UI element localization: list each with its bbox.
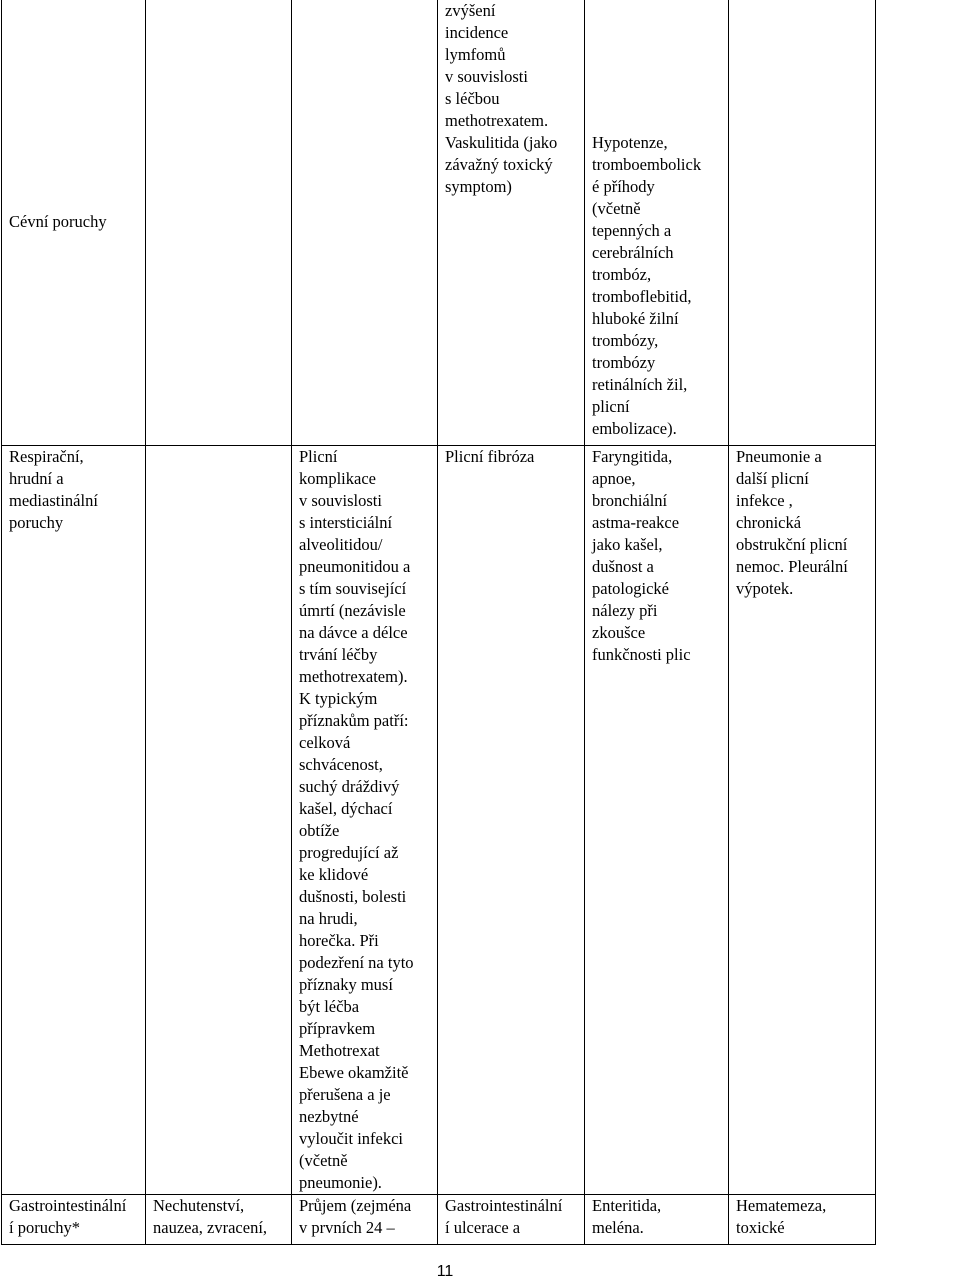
rare-text: Hypotenze, tromboembolick é příhody (včetně tepenných a cerebrálních trombóz, tromboflebitid, hluboké žilní trombózy, trombózy retinálních žil, plicní embolizace). bbox=[592, 133, 702, 438]
uncommon-text: Plicní fibróza bbox=[445, 446, 535, 466]
common-cell bbox=[292, 0, 438, 445]
adverse-effects-table bbox=[1, 0, 876, 1245]
very-rare-cell bbox=[729, 1194, 876, 1244]
uncommon-text: Gastrointestinální í ulcerace a bbox=[445, 1195, 563, 1237]
category-cell bbox=[2, 445, 146, 1194]
category-cell bbox=[2, 1194, 146, 1244]
very-rare-text: Pneumonie a další plicní infekce , chronická obstrukční plicní nemoc. Pleurální výpotek. bbox=[736, 446, 848, 598]
very-rare-cell bbox=[729, 0, 876, 445]
very-common-text: Nechutenství, nauzea, zvracení, bbox=[153, 1195, 268, 1237]
rare-text: Enteritida, meléna. bbox=[592, 1195, 662, 1237]
common-text: Plicní komplikace v souvislosti s intersticiální alveolitidou/ pneumonitidou a s tím související úmrtí (nezávisle na dávce a délce trvání léčby methotrexatem). K typickým příznakům patří: celková schvácenost, suchý dráždivý kašel, dýchací obtíže progredující až ke klidové dušnosti, bolesti na hrudi, horečka. Při podezření na tyto příznaky musí být léčba přípravkem Methotrexat Ebewe okamžitě přerušena a je nezbytné vyloučit infekci (včetně pneumonie). bbox=[299, 446, 414, 1192]
category-label: Gastrointestinální í poruchy* bbox=[9, 1195, 127, 1237]
rare-cell bbox=[585, 0, 729, 445]
uncommon-cell bbox=[438, 0, 585, 445]
table-row bbox=[2, 0, 876, 445]
rare-text: Faryngitida, apnoe, bronchiální astma-reakce jako kašel, dušnost a patologické nálezy při zkoušce funkčnosti plic bbox=[592, 446, 691, 664]
very-common-cell bbox=[146, 0, 292, 445]
table-row bbox=[2, 1194, 876, 1244]
rare-cell bbox=[585, 445, 729, 1194]
table-row bbox=[2, 445, 876, 1194]
common-text: Průjem (zejména v prvních 24 – bbox=[299, 1195, 412, 1237]
very-rare-text: Hematemeza, toxické bbox=[736, 1195, 827, 1237]
category-label: Respirační, hrudní a mediastinální poruchy bbox=[9, 446, 98, 532]
very-rare-cell bbox=[729, 445, 876, 1194]
common-cell bbox=[292, 445, 438, 1194]
page-number: 11 bbox=[436, 1263, 454, 1280]
rare-cell bbox=[585, 1194, 729, 1244]
very-common-cell bbox=[146, 445, 292, 1194]
category-label: Cévní poruchy bbox=[9, 212, 107, 232]
category-cell bbox=[2, 0, 146, 445]
uncommon-cell bbox=[438, 1194, 585, 1244]
common-cell bbox=[292, 1194, 438, 1244]
uncommon-cell bbox=[438, 445, 585, 1194]
very-common-cell bbox=[146, 1194, 292, 1244]
uncommon-text: zvýšení incidence lymfomů v souvislosti s léčbou methotrexatem. Vaskulitida (jako závažný toxický symptom) bbox=[445, 1, 558, 196]
